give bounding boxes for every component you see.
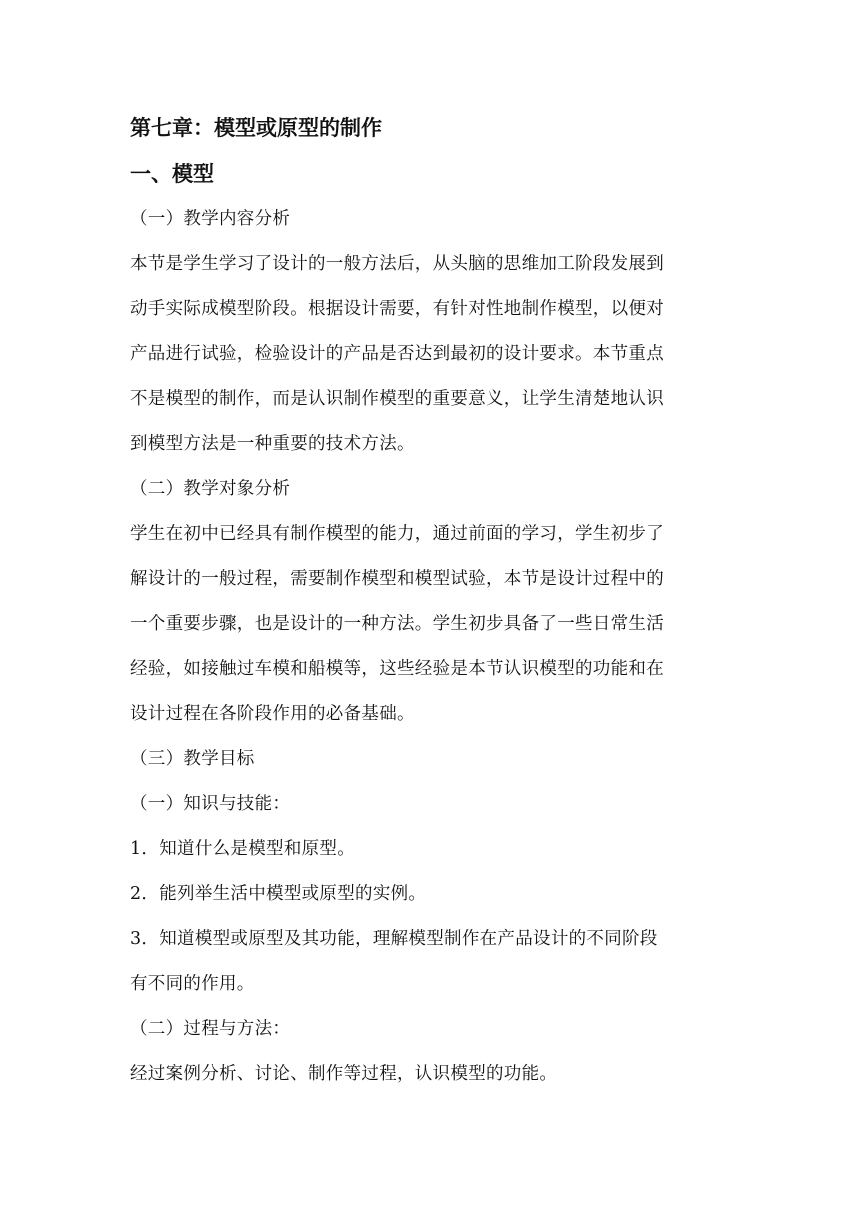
paragraph-line: 产品进行试验，检验设计的产品是否达到最初的设计要求。本节重点 [130,344,664,364]
subheading-process-method: （二）过程与方法： [130,1019,291,1039]
paragraph-line: 本节是学生学习了设计的一般方法后，从头脑的思维加工阶段发展到 [130,254,664,274]
list-item: 1．知道什么是模型和原型。 [130,839,356,859]
chapter-title: 第七章：模型或原型的制作 [130,116,382,140]
subheading-knowledge-skills: （一）知识与技能： [130,794,291,814]
paragraph-line: 不是模型的制作，而是认识制作模型的重要意义，让学生清楚地认识 [130,389,664,409]
list-item-continuation: 有不同的作用。 [130,974,255,994]
subheading-content-analysis: （一）教学内容分析 [130,209,291,229]
paragraph-line: 经验，如接触过车模和船模等，这些经验是本节认识模型的功能和在 [130,659,664,679]
paragraph-process-method: 经过案例分析、讨论、制作等过程，认识模型的功能。 [130,1064,558,1084]
paragraph-line: 到模型方法是一种重要的技术方法。 [130,434,415,454]
paragraph-line: 解设计的一般过程，需要制作模型和模型试验，本节是设计过程中的 [130,569,664,589]
paragraph-line: 学生在初中已经具有制作模型的能力，通过前面的学习，学生初步了 [130,524,664,544]
paragraph-line: 动手实际成模型阶段。根据设计需要，有针对性地制作模型，以便对 [130,299,664,319]
paragraph-line: 一个重要步骤，也是设计的一种方法。学生初步具备了一些日常生活 [130,614,664,634]
subheading-teaching-goals: （三）教学目标 [130,749,255,769]
list-item: 2．能列举生活中模型或原型的实例。 [130,884,427,904]
list-item: 3．知道模型或原型及其功能，理解模型制作在产品设计的不同阶段 [130,929,658,949]
paragraph-content-analysis [130,242,740,467]
section-heading: 一、模型 [130,162,214,186]
paragraph-audience-analysis [130,512,740,737]
paragraph-line: 设计过程在各阶段作用的必备基础。 [130,704,415,724]
document-page [130,105,740,1097]
subheading-audience-analysis: （二）教学对象分析 [130,479,291,499]
